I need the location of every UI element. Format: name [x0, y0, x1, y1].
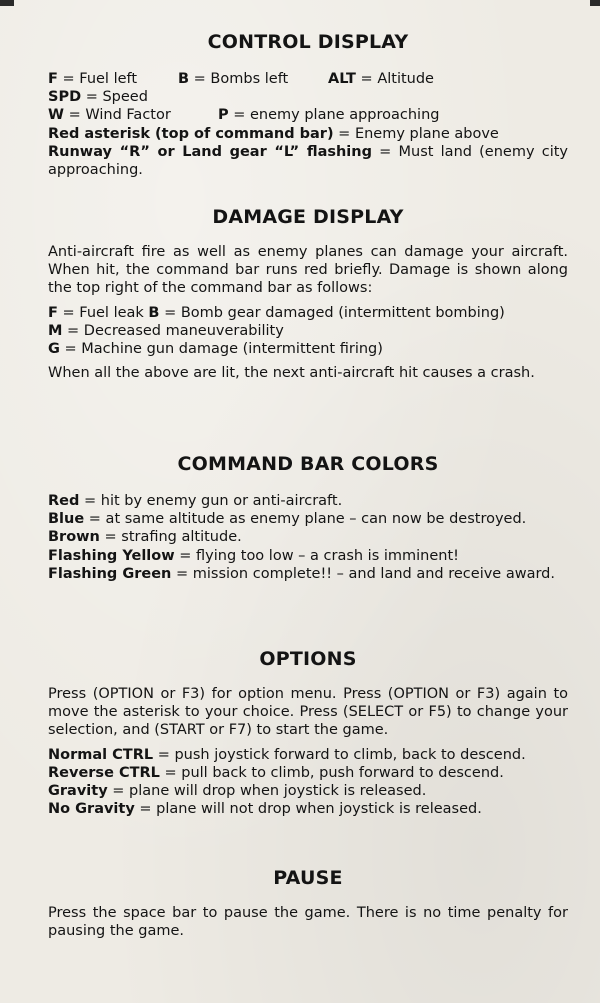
scan-corner-mark [0, 0, 14, 6]
legend-desc: = Fuel left [57, 71, 138, 87]
options-heading: OPTIONS [259, 648, 357, 670]
option-row-nogravity [48, 800, 568, 818]
control-legend-row-4 [48, 125, 568, 143]
legend-desc: = Decreased maneuverability [62, 322, 284, 339]
legend-key: W [48, 107, 64, 124]
legend-key: Runway “R” or Land gear “L” flashing [48, 143, 372, 160]
legend-desc: = Speed [81, 89, 148, 106]
pause-section [48, 866, 568, 940]
option-row-gravity [48, 782, 568, 800]
legend-desc: = Machine gun damage (intermittent firing) [59, 341, 383, 358]
legend-key: F [48, 71, 58, 87]
control-legend-row-3 [48, 106, 568, 124]
damage-legend-row-2 [48, 322, 568, 340]
legend-key: Reverse CTRL [48, 764, 160, 781]
legend-desc: = flying too low – a crash is imminent! [174, 547, 459, 564]
legend-key: Gravity [48, 783, 108, 800]
legend-desc: = plane will drop when joystick is released. [107, 783, 427, 800]
color-row-blue [48, 510, 568, 528]
color-row-yellow [48, 547, 568, 565]
control-display-heading: CONTROL DISPLAY [207, 31, 409, 53]
legend-desc: = Enemy plane above [333, 125, 499, 142]
control-legend-row-5 [48, 143, 568, 179]
control-legend-row-1 [48, 70, 568, 88]
legend-desc: = Must land (enemy city approaching. [48, 143, 569, 179]
legend-key: G [48, 341, 60, 358]
legend-desc: = Bombs left [189, 71, 289, 87]
legend-key: Blue [48, 511, 85, 528]
legend-key: M [48, 322, 63, 339]
color-row-brown [48, 528, 568, 546]
legend-key: P [218, 107, 229, 124]
options-intro-text: Press (OPTION or F3) for option menu. Press (OPTION or F3) again to move the asterisk to your choice. Press (SELECT or F5) to change your selection, and (START or F7) to start the game. [48, 686, 568, 739]
legend-desc: = push joystick forward to climb, back to descend. [153, 746, 526, 763]
legend-key: B [148, 304, 160, 321]
legend-desc: = Bomb gear damaged (intermittent bombing) [159, 304, 505, 321]
legend-key: Flashing Green [48, 565, 172, 582]
legend-desc: = plane will not drop when joystick is released. [134, 801, 482, 818]
command-bar-colors-section [48, 452, 568, 583]
legend-key: Red [48, 493, 80, 509]
color-row-red [48, 492, 568, 510]
damage-legend-row-1 [48, 304, 568, 322]
damage-display-heading: DAMAGE DISPLAY [212, 206, 404, 228]
option-row-reverse [48, 764, 568, 782]
legend-desc: = Altitude [355, 71, 434, 87]
damage-legend-row-3 [48, 340, 568, 358]
legend-desc: = at same altitude as enemy plane – can now be destroyed. [84, 511, 527, 528]
damage-outro-text: When all the above are lit, the next anti-aircraft hit causes a crash. [48, 365, 535, 382]
option-row-normal [48, 746, 568, 764]
control-display-section [48, 30, 568, 179]
legend-desc: = enemy plane approaching [228, 107, 440, 124]
legend-desc: = Fuel leak [57, 304, 149, 321]
damage-intro-text: Anti-aircraft fire as well as enemy planes can damage your aircraft. When hit, the command bar runs red briefly. Damage is shown along the top right of the command bar as follows: [48, 244, 568, 297]
legend-key: Flashing Yellow [48, 547, 175, 564]
legend-desc: = Wind Factor [64, 107, 171, 124]
legend-desc: = mission complete!! – and land and receive award. [171, 565, 555, 582]
legend-key: Normal CTRL [48, 746, 154, 763]
control-legend-row-2 [48, 88, 568, 106]
legend-key: B [178, 71, 190, 87]
legend-desc: = strafing altitude. [99, 529, 242, 546]
legend-key: Brown [48, 529, 100, 546]
damage-display-section [48, 205, 568, 382]
scan-corner-mark [590, 0, 600, 6]
legend-key: ALT [328, 71, 356, 87]
legend-key: SPD [48, 89, 82, 106]
legend-desc: = pull back to climb, push forward to descend. [159, 764, 504, 781]
legend-desc: = hit by enemy gun or anti-aircraft. [79, 493, 343, 509]
color-row-green [48, 565, 568, 583]
legend-key: F [48, 304, 58, 321]
pause-text: Press the space bar to pause the game. There is no time penalty for pausing the game. [48, 905, 568, 940]
legend-key: Red asterisk (top of command bar) [48, 125, 334, 142]
options-section [48, 647, 568, 818]
command-bar-colors-heading: COMMAND BAR COLORS [177, 453, 439, 475]
legend-key: No Gravity [48, 801, 135, 818]
pause-heading: PAUSE [273, 867, 343, 889]
